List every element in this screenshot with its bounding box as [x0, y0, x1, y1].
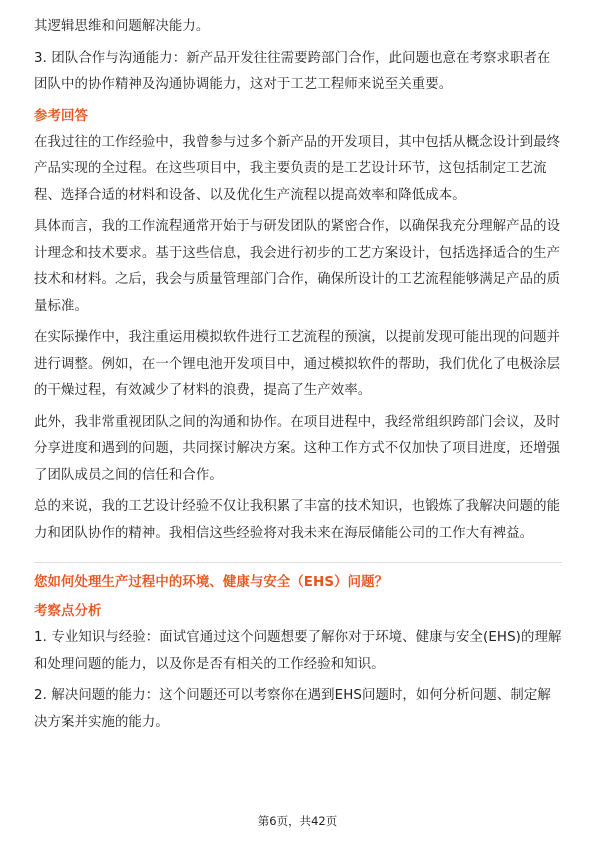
analysis-point: 2. 解决问题的能力：这个问题还可以考察你在遇到EHS问题时，如何分析问题、制定解决方案并实施的能力。 [34, 688, 551, 730]
analysis-point: 1. 专业知识与经验：面试官通过这个问题想要了解你对于环境、健康与安全(EHS)的理解和处理问题的能力，以及你是否有相关的工作经验和知识。 [34, 630, 562, 672]
answer-paragraph: 此外，我非常重视团队之间的沟通和协作。在项目进程中，我经常组织跨部门会议，及时分享进度和遇到的问题，共同探讨解决方案。这种工作方式不仅加快了项目进度，还增强了团队成员之间的信任和合作。 [34, 414, 561, 483]
section-divider [34, 562, 562, 563]
page-number: 第6页，共42页 [257, 814, 338, 828]
document-page [34, 14, 562, 741]
answer-paragraph: 在我过往的工作经验中，我曾参与过多个新产品的开发项目，其中包括从概念设计到最终产品实现的全过程。在这些项目中，我主要负责的是工艺设计环节，这包括制定工艺流程、选择合适的材料和设备、以及优化生产流程以提高效率和降低成本。 [34, 134, 561, 203]
analysis-point-3: 3. 团队合作与沟通能力：新产品开发往往需要跨部门合作，此问题也意在考察求职者在团队中的协作精神及沟通协调能力，这对于工艺工程师来说至关重要。 [34, 50, 551, 92]
answer-paragraph: 总的来说，我的工艺设计经验不仅让我积累了丰富的技术知识，也锻炼了我解决问题的能力和团队协作的精神。我相信这些经验将对我未来在海辰储能公司的工作大有裨益。 [34, 499, 561, 541]
question-title: 您如何处理生产过程中的环境、健康与安全（EHS）问题？ [34, 575, 389, 590]
analysis-heading: 考察点分析 [34, 604, 102, 619]
answer-paragraph: 在实际操作中，我注重运用模拟软件进行工艺流程的预演，以提前发现可能出现的问题并进行调整。例如，在一个锂电池开发项目中，通过模拟软件的帮助，我们优化了电极涂层的干燥过程，有效减少了材料的浪费，提高了生产效率。 [34, 330, 561, 398]
continuation-text: 其逻辑思维和问题解决能力。 [34, 19, 210, 34]
answer-paragraph: 具体而言，我的工作流程通常开始于与研发团队的紧密合作，以确保我充分理解产品的设计理念和技术要求。基于这些信息，我会进行初步的工艺方案设计，包括选择适合的生产技术和材料。之后，我会与质量管理部门合作，确保所设计的工艺流程能够满足产品的质量标准。 [34, 219, 561, 314]
reference-answer-heading: 参考回答 [34, 108, 88, 124]
